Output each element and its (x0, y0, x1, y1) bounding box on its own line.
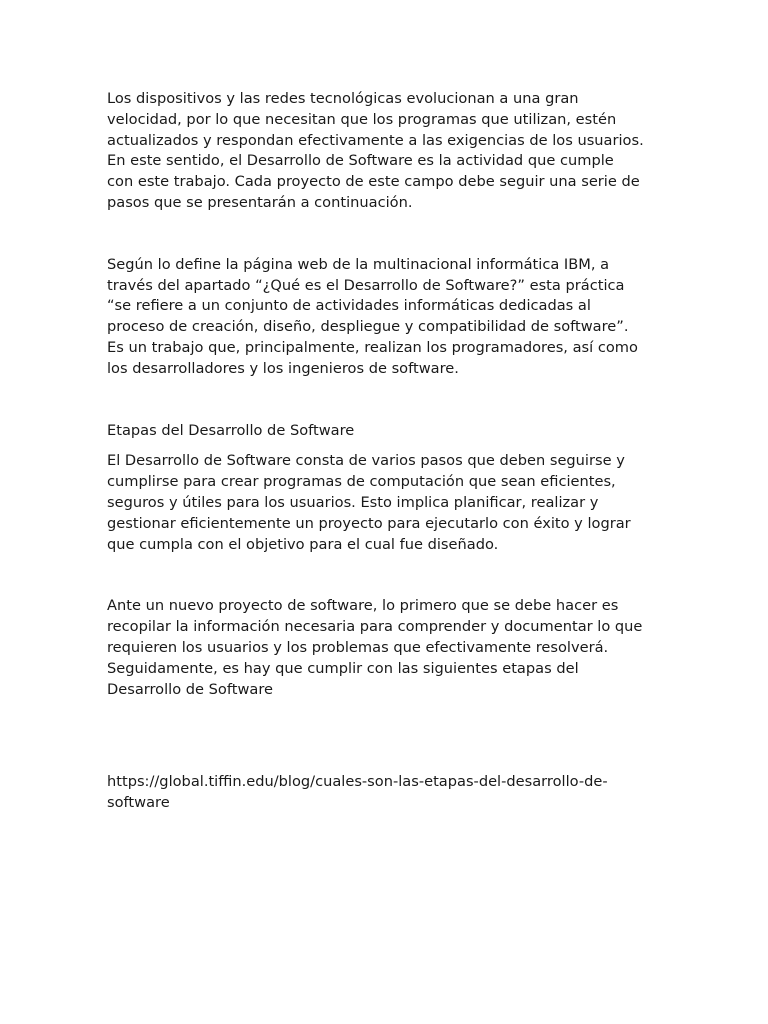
text-line: Los dispositivos y las redes tecnológicas evolucionan a una gran (107, 90, 579, 107)
url-line: software (107, 794, 170, 812)
document-page (107, 89, 677, 814)
new-project-paragraph (107, 596, 677, 700)
text-line: El Desarrollo de Software consta de varios pasos que deben seguirse y (107, 452, 625, 470)
intro-paragraph (107, 89, 677, 214)
text-line: proceso de creación, diseño, despliegue y compatibilidad de software”. (107, 318, 629, 336)
text-line: que cumpla con el objetivo para el cual fue diseñado. (107, 535, 499, 553)
text-line: “se refiere a un conjunto de actividades informáticas dedicadas al (107, 297, 591, 315)
stages-paragraph (107, 451, 677, 555)
source-url (107, 772, 677, 814)
definition-paragraph (107, 255, 677, 380)
text-line: En este sentido, el Desarrollo de Software es la actividad que cumple (107, 152, 614, 170)
text-line: gestionar eficientemente un proyecto para ejecutarlo con éxito y lograr (107, 514, 631, 532)
text-line: través del apartado “¿Qué es el Desarrollo de Software?” esta práctica (107, 276, 625, 294)
text-line: Desarrollo de Software (107, 680, 274, 698)
text-line: con este trabajo. Cada proyecto de este campo debe seguir una serie de (107, 173, 640, 191)
text-line: cumplirse para crear programas de computación que sean eficientes, (107, 473, 616, 491)
heading-text: Etapas del Desarrollo de Software (107, 421, 355, 439)
text-line: seguros y útiles para los usuarios. Esto implica planificar, realizar y (107, 493, 599, 511)
text-line: requieren los usuarios y los problemas que efectivamente resolverá. (107, 638, 609, 656)
section-heading (107, 421, 677, 442)
text-line: velocidad, por lo que necesitan que los programas que utilizan, estén (107, 110, 617, 128)
text-line: pasos que se presentarán a continuación. (107, 193, 413, 211)
url-line: https://global.tiffin.edu/blog/cuales-son-las-etapas-del-desarrollo-de- (107, 773, 608, 791)
text-line: los desarrolladores y los ingenieros de software. (107, 359, 459, 377)
text-line: Seguidamente, es hay que cumplir con las siguientes etapas del (107, 659, 579, 677)
text-line: recopilar la información necesaria para comprender y documentar lo que (107, 618, 643, 636)
text-line: Ante un nuevo proyecto de software, lo primero que se debe hacer es (107, 597, 619, 615)
text-line: actualizados y respondan efectivamente a las exigencias de los usuarios. (107, 131, 644, 149)
text-line: Es un trabajo que, principalmente, realizan los programadores, así como (107, 338, 638, 356)
text-line: Según lo define la página web de la multinacional informática IBM, a (107, 255, 610, 273)
